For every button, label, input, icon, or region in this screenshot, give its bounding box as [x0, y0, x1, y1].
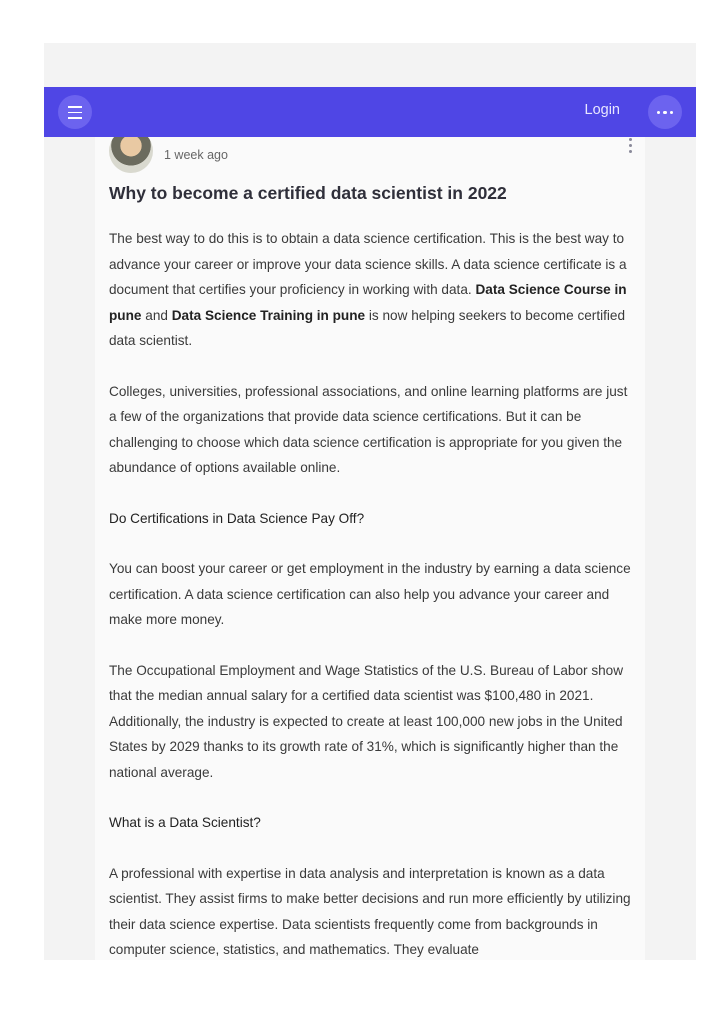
- course-link[interactable]: Data Science Course in pune: [109, 282, 627, 323]
- page-frame: [44, 43, 696, 960]
- post-time: 1 week ago: [164, 148, 228, 162]
- paragraph: The Occupational Employment and Wage Statistics of the U.S. Bureau of Labor show that the median annual salary for a certified data scientist was $100,480 in 2021. Additionally, the industry is expected to create at least 100,000 new jobs in the United States by 2029 thanks to its growth rate of 31%, which is significantly higher than the national average.: [109, 662, 624, 780]
- article-body: [109, 179, 634, 960]
- paragraph: You can boost your career or get employment in the industry by earning a data science certification. A data science certification can also help you advance your career and make more money.: [109, 561, 631, 627]
- paragraph: Colleges, universities, professional associations, and online learning platforms are just a few of the organizations that provide data science certifications. But it can be challenging to choose which data science certification is appropriate for you given the abundance of options available online.: [109, 383, 628, 475]
- paragraph: The best way to do this is to obtain a data science certification. This is the best way to advance your career or improve your data science skills. A data science certificate is a document that certifies your proficiency in working with data. Data Science Course in pune and Data Science Training in pune is now helping seekers to become certified data scientist.: [109, 231, 627, 348]
- kebab-menu-icon[interactable]: [629, 138, 633, 154]
- section-heading: What is a Data Scientist?: [109, 815, 261, 830]
- more-horizontal-icon[interactable]: [648, 95, 682, 129]
- login-link[interactable]: Login: [584, 102, 620, 118]
- training-link[interactable]: Data Science Training in pune: [171, 307, 366, 323]
- menu-icon[interactable]: [58, 95, 92, 129]
- article-title: Why to become a certified data scientist in 2022: [109, 183, 507, 203]
- paragraph: A professional with expertise in data analysis and interpretation is known as a data scientist. They assist firms to make better decisions and run more efficiently by utilizing their data science expertise. Data scientists frequently come from backgrounds in computer science, statistics, and mathematics. They evaluate: [109, 865, 631, 957]
- article-card: [95, 123, 645, 960]
- top-navigation-bar: [44, 87, 696, 137]
- section-heading: Do Certifications in Data Science Pay Off?: [109, 510, 365, 526]
